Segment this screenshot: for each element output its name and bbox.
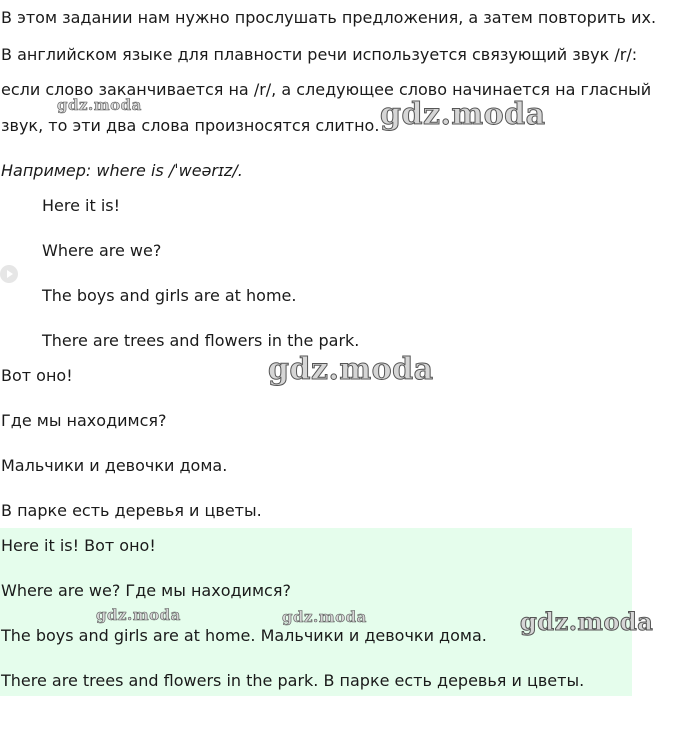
english-phrase: Here it is! (42, 196, 121, 215)
watermark-logo: gdz.moda (380, 97, 546, 132)
russian-phrase: Где мы находимся? (1, 411, 167, 430)
russian-phrase: Вот оно! (1, 366, 73, 385)
watermark-logo: gdz.moda (520, 607, 654, 636)
answer-line: Where are we? Где мы находимся? (1, 581, 291, 600)
intro-line-3: если слово заканчивается на /r/, а следующее слово начинается на гласный (1, 80, 652, 99)
english-phrase: Where are we? (42, 241, 162, 260)
answer-line: There are trees and flowers in the park. В парке есть деревья и цветы. (1, 671, 585, 690)
watermark-logo: gdz.moda (57, 96, 142, 114)
russian-phrase: Мальчики и девочки дома. (1, 456, 228, 475)
play-icon[interactable] (0, 265, 18, 283)
watermark-logo: gdz.moda (96, 606, 181, 624)
english-phrase: The boys and girls are at home. (42, 286, 297, 305)
intro-line-2: В английском языке для плавности речи используется связующий звук /r/: (1, 45, 638, 64)
english-phrase: There are trees and flowers in the park. (42, 331, 360, 350)
watermark-logo: gdz.moda (268, 352, 434, 387)
intro-line-1: В этом задании нам нужно прослушать предложения, а затем повторить их. (1, 8, 657, 27)
watermark-logo: gdz.moda (282, 608, 367, 626)
answer-line: Here it is! Вот оно! (1, 536, 156, 555)
example-text: Например: where is /ˈweərɪz/. (1, 161, 243, 180)
answer-line: The boys and girls are at home. Мальчики и девочки дома. (1, 626, 487, 645)
russian-phrase: В парке есть деревья и цветы. (1, 501, 262, 520)
intro-line-4: звук, то эти два слова произносятся слитно. (1, 116, 380, 135)
